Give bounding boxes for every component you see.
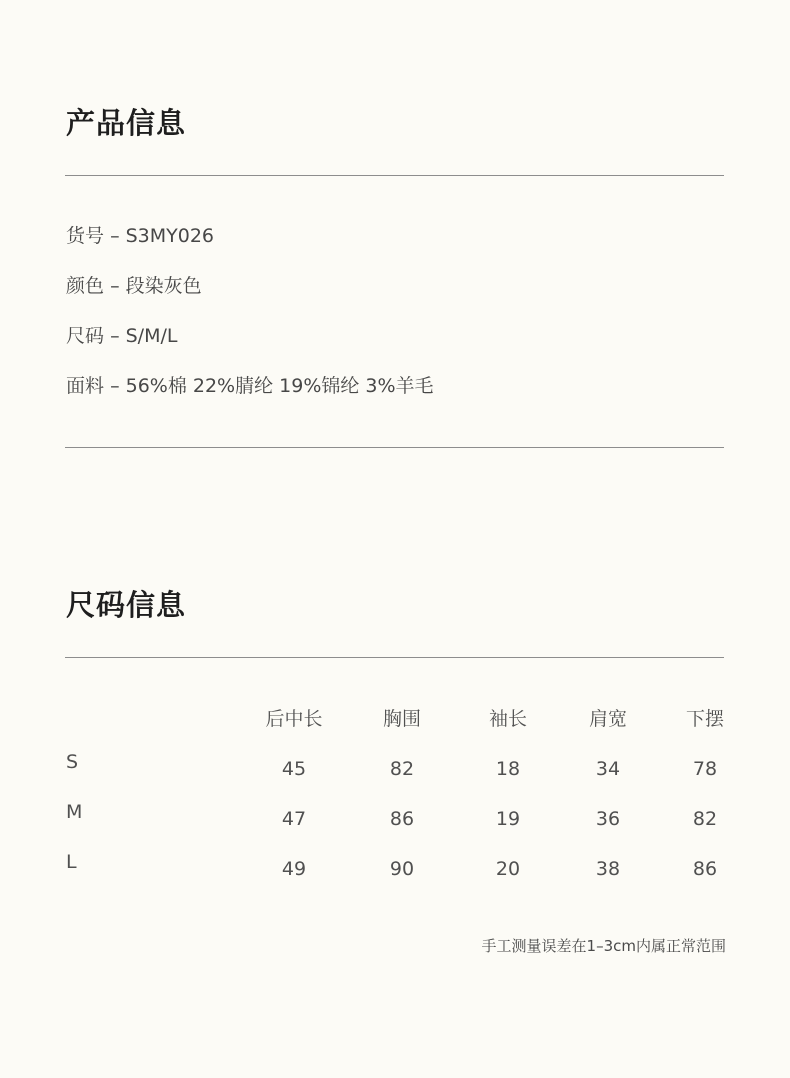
measurement-note: 手工测量误差在1–3cm内属正常范围 [481, 937, 726, 955]
product-info-title: 产品信息 [66, 106, 187, 140]
info-label: 面料 [66, 375, 105, 397]
table-cell: 86 [389, 808, 415, 830]
divider [65, 447, 724, 448]
table-cell: 36 [595, 808, 621, 830]
column-header: 肩宽 [588, 708, 628, 730]
divider [65, 175, 724, 176]
info-separator: – [110, 375, 120, 397]
table-cell: 49 [281, 858, 307, 880]
table-cell: 18 [495, 758, 521, 780]
size-row-label: S [66, 751, 79, 773]
size-row-label: L [66, 851, 77, 873]
column-header: 后中长 [265, 708, 323, 730]
info-value: 段染灰色 [125, 275, 202, 297]
table-cell: 19 [495, 808, 521, 830]
table-cell: 45 [281, 758, 307, 780]
table-cell: 34 [595, 758, 621, 780]
info-label: 颜色 [66, 275, 105, 297]
info-label: 尺码 [66, 325, 105, 347]
table-cell: 38 [595, 858, 621, 880]
info-item-color [66, 277, 202, 296]
table-cell: 86 [692, 858, 718, 880]
info-item-fabric [66, 377, 434, 396]
table-cell: 20 [495, 858, 521, 880]
table-cell: 78 [692, 758, 718, 780]
divider [65, 657, 724, 658]
info-separator: – [110, 275, 120, 297]
info-separator: – [110, 225, 120, 247]
info-separator: – [110, 325, 120, 347]
table-cell: 90 [389, 858, 415, 880]
column-header: 袖长 [488, 708, 528, 730]
info-value: 56%棉 22%腈纶 19%锦纶 3%羊毛 [125, 375, 434, 397]
table-cell: 47 [281, 808, 307, 830]
size-info-title: 尺码信息 [66, 588, 187, 622]
size-row-label: M [66, 801, 83, 823]
info-item-size [66, 327, 177, 346]
table-cell: 82 [692, 808, 718, 830]
column-header: 胸围 [382, 708, 422, 730]
info-label: 货号 [66, 225, 105, 247]
info-value: S/M/L [125, 325, 178, 347]
info-value: S3MY026 [125, 225, 215, 247]
table-cell: 82 [389, 758, 415, 780]
info-item-sku [66, 227, 214, 246]
column-header: 下摆 [685, 708, 725, 730]
